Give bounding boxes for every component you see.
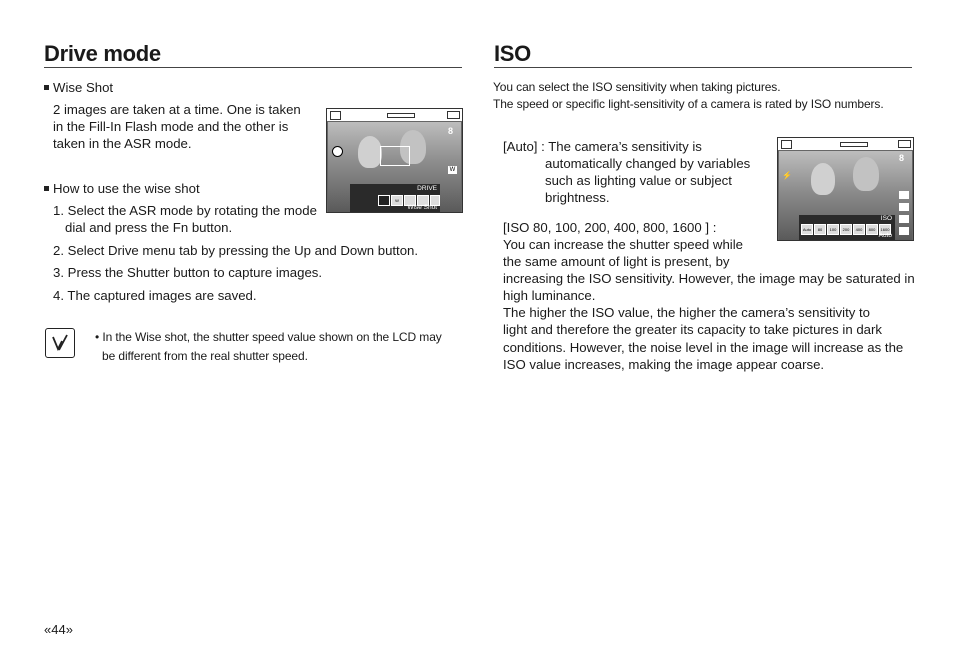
- iso-option-80: 80: [814, 224, 826, 235]
- note-icon: [45, 328, 75, 358]
- zoom-bar: [387, 113, 415, 118]
- battery-icon: [898, 140, 911, 148]
- step-1-line-1: 1. Select the ASR mode by rotating the mode: [53, 203, 317, 218]
- howto-heading: How to use the wise shot: [44, 180, 200, 197]
- iso-option-800: 800: [866, 224, 878, 235]
- iso-line-7: light and therefore the greater its capacity to take pictures in dark: [503, 322, 882, 337]
- wise-icon-badge: W: [449, 167, 456, 173]
- iso-intro-2: The speed or specific light-sensitivity of a camera is rated by ISO numbers.: [493, 97, 884, 111]
- iso-lcd-screen: [777, 137, 914, 241]
- self-timer-icon: [332, 146, 343, 157]
- drive-menu-label: DRIVE: [417, 185, 437, 192]
- note-line-1: • In the Wise shot, the shutter speed value shown on the LCD may: [95, 330, 442, 344]
- drive-option-wise: W: [391, 195, 403, 206]
- iso-line-8: conditions. However, the noise level in the image will increase as the: [503, 340, 904, 355]
- shot-count: 8: [899, 153, 905, 163]
- iso-rule: [494, 67, 912, 68]
- person-left: [811, 163, 835, 195]
- iso-line-3: the same amount of light is present, by: [503, 254, 730, 269]
- flash-icon: ⚡: [782, 171, 792, 180]
- iso-option-400: 400: [853, 224, 865, 235]
- iso-option-label: Auto: [878, 232, 892, 239]
- camera-mode-icon: [330, 111, 341, 120]
- iso-option-100: 100: [827, 224, 839, 235]
- iso-auto-line-4: brightness.: [545, 190, 610, 205]
- iso-line-2: You can increase the shutter speed while: [503, 237, 743, 252]
- iso-auto-line-3: such as lighting value or subject: [545, 173, 732, 188]
- iso-option-1600: 1600: [879, 224, 891, 235]
- iso-auto-line-2: automatically changed by variables: [545, 156, 751, 171]
- bullet-square-icon: [44, 186, 49, 191]
- person-left: [358, 136, 382, 168]
- focus-frame: [380, 146, 410, 166]
- drive-option-single: [378, 195, 390, 206]
- iso-line-9: ISO value increases, making the image appear coarse.: [503, 357, 825, 372]
- zoom-bar: [840, 142, 868, 147]
- setting-icon: [899, 203, 909, 211]
- drive-mode-title: Drive mode: [44, 41, 161, 66]
- drive-option-label: Wise Shot: [407, 204, 437, 211]
- camera-mode-icon: [781, 140, 792, 149]
- wise-shot-desc-1: 2 images are taken at a time. One is taken: [53, 102, 301, 117]
- iso-line-6: The higher the ISO value, the higher the camera’s sensitivity to: [503, 305, 871, 320]
- note-line-2: be different from the real shutter speed.: [102, 349, 308, 363]
- step-4: 4. The captured images are saved.: [53, 288, 257, 303]
- step-1-line-2: dial and press the Fn button.: [65, 220, 233, 235]
- step-3: 3. Press the Shutter button to capture images.: [53, 265, 323, 280]
- iso-menu-label: ISO: [880, 215, 892, 222]
- iso-line-1: [ISO 80, 100, 200, 400, 800, 1600 ] :: [503, 220, 717, 235]
- battery-icon: [447, 111, 460, 119]
- shot-count: 8: [448, 126, 454, 136]
- iso-line-5: high luminance.: [503, 288, 596, 303]
- iso-option-auto: Auto: [801, 224, 813, 235]
- iso-intro-1: You can select the ISO sensitivity when taking pictures.: [493, 80, 781, 94]
- iso-line-4: increasing the ISO sensitivity. However, the image may be saturated in: [503, 271, 915, 286]
- drive-mode-rule: [44, 67, 462, 68]
- iso-title: ISO: [494, 41, 531, 66]
- iso-auto-line-1: [Auto] : The camera’s sensitivity is: [503, 139, 702, 154]
- iso-option-200: 200: [840, 224, 852, 235]
- setting-icon: [899, 215, 909, 223]
- step-2: 2. Select Drive menu tab by pressing the Up and Down button.: [53, 243, 419, 258]
- bullet-square-icon: [44, 85, 49, 90]
- wise-shot-heading: Wise Shot: [44, 79, 113, 96]
- lcd-preview: [778, 150, 913, 241]
- person-right: [853, 157, 879, 191]
- wise-shot-desc-2: in the Fill-In Flash mode and the other is: [53, 119, 289, 134]
- lcd-preview: [327, 121, 462, 213]
- setting-icon: [899, 191, 909, 199]
- wise-shot-desc-3: taken in the ASR mode.: [53, 136, 192, 151]
- wise-shot-lcd-screen: [326, 108, 463, 213]
- iso-menu-strip: [799, 215, 895, 240]
- setting-icon: [899, 227, 909, 235]
- page-number: «44»: [44, 622, 73, 637]
- drive-menu-strip: [350, 184, 440, 212]
